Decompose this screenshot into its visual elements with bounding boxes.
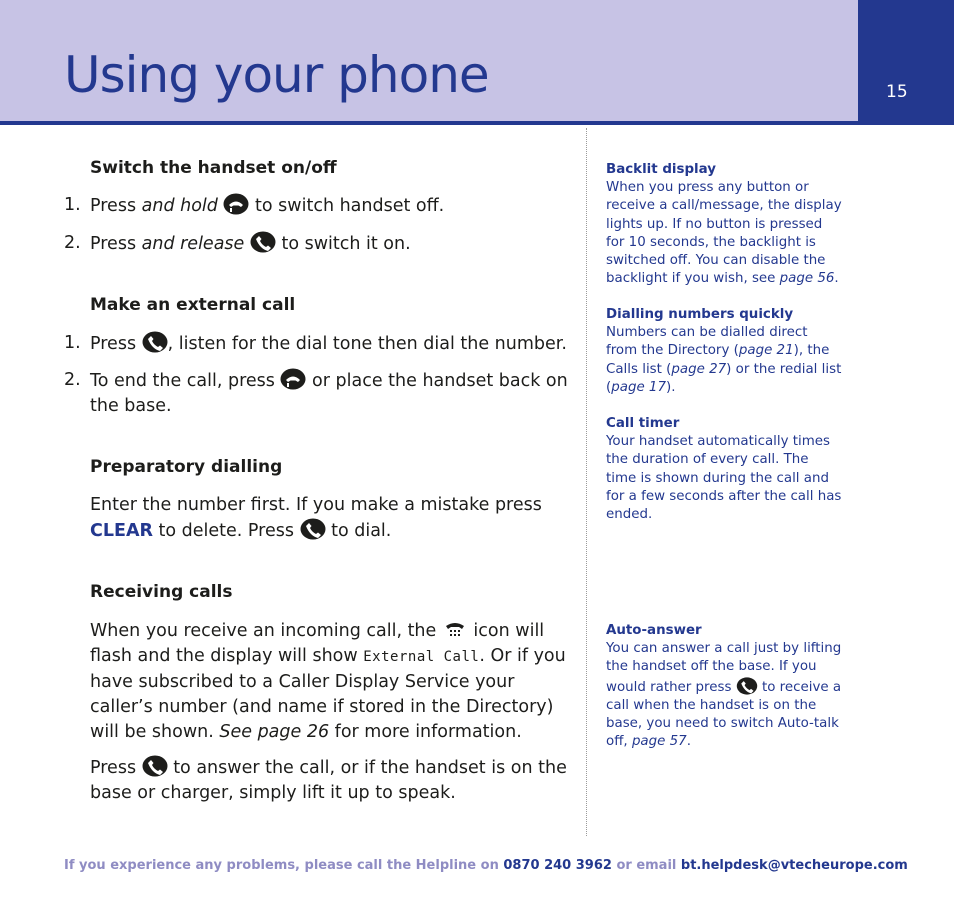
talk-key-icon: [142, 331, 168, 353]
page-number: 15: [886, 82, 908, 102]
note-heading: Dialling numbers quickly: [606, 307, 794, 322]
helpline-footer: If you experience any problems, please call the Helpline on 0870 240 3962 or email bt.helpdesk@vtecheurope.com: [64, 858, 908, 873]
step-number: 2.: [64, 370, 81, 390]
heading-preparatory-dialling: Preparatory dialling: [90, 457, 283, 477]
note-heading: Auto-answer: [606, 623, 702, 638]
end-power-key-icon: [280, 368, 306, 390]
helpdesk-email: bt.helpdesk@vtecheurope.com: [680, 858, 908, 873]
page-title: Using your phone: [64, 46, 489, 104]
talk-key-icon: [300, 518, 326, 540]
step-text: Press and hold to switch handset off.: [90, 193, 574, 219]
note-backlit-display: Backlit display When you press any button or receive a call/message, the display lights up. If no button is pressed for 10 seconds, the backlight is switched off. You can disable the backlight if you wish, see page 56.: [606, 162, 842, 287]
end-power-key-icon: [223, 193, 249, 215]
receiving-text-1: When you receive an incoming call, the icon will flash and the display will show External Call. Or if you have subscribed to a Caller Display Service your caller’s number (and name if stored in the Directory) will be shown. See page 26 for more information.: [90, 618, 574, 745]
display-text-external-call: External Call: [363, 649, 480, 665]
note-auto-answer: Auto-answer You can answer a call just by lifting the handset off the base. If you would rather press to receive a call when the handset is on the base, you need to switch Auto-talk off, page 57.: [606, 623, 842, 750]
header-rule: [0, 121, 954, 125]
step-text: To end the call, press or place the handset back on the base.: [90, 368, 574, 419]
step-number: 1.: [64, 195, 81, 215]
end-power-key-icon: [250, 231, 276, 253]
ringing-handset-icon: [442, 618, 468, 640]
note-heading: Backlit display: [606, 162, 717, 177]
step-number: 2.: [64, 233, 81, 253]
step-number: 1.: [64, 333, 81, 353]
heading-switch-handset: Switch the handset on/off: [90, 158, 337, 178]
preparatory-text: Enter the number first. If you make a mistake press CLEAR to delete. Press to dial.: [90, 495, 542, 541]
step-text: Press and release to switch it on.: [90, 231, 574, 257]
note-dialling-numbers-quickly: Dialling numbers quickly Numbers can be dialled direct from the Directory (page 21), the Calls list (page 27) or the redial list (page 17).: [606, 307, 842, 395]
clear-key-label: CLEAR: [90, 521, 153, 541]
note-call-timer: Call timer Your handset automatically times the duration of every call. The time is shown during the call and for a few seconds after the call has ended.: [606, 416, 842, 523]
column-divider: [586, 128, 587, 836]
heading-external-call: Make an external call: [90, 295, 296, 315]
helpline-phone: 0870 240 3962: [503, 858, 612, 873]
note-heading: Call timer: [606, 416, 680, 431]
receiving-text-2: Press to answer the call, or if the handset is on the base or charger, simply lift it up to speak.: [90, 755, 574, 806]
step-text: Press , listen for the dial tone then dial the number.: [90, 331, 574, 357]
talk-key-icon: [736, 677, 758, 695]
heading-receiving-calls: Receiving calls: [90, 582, 233, 602]
talk-key-icon: [142, 755, 168, 777]
page-number-box: [858, 0, 954, 121]
